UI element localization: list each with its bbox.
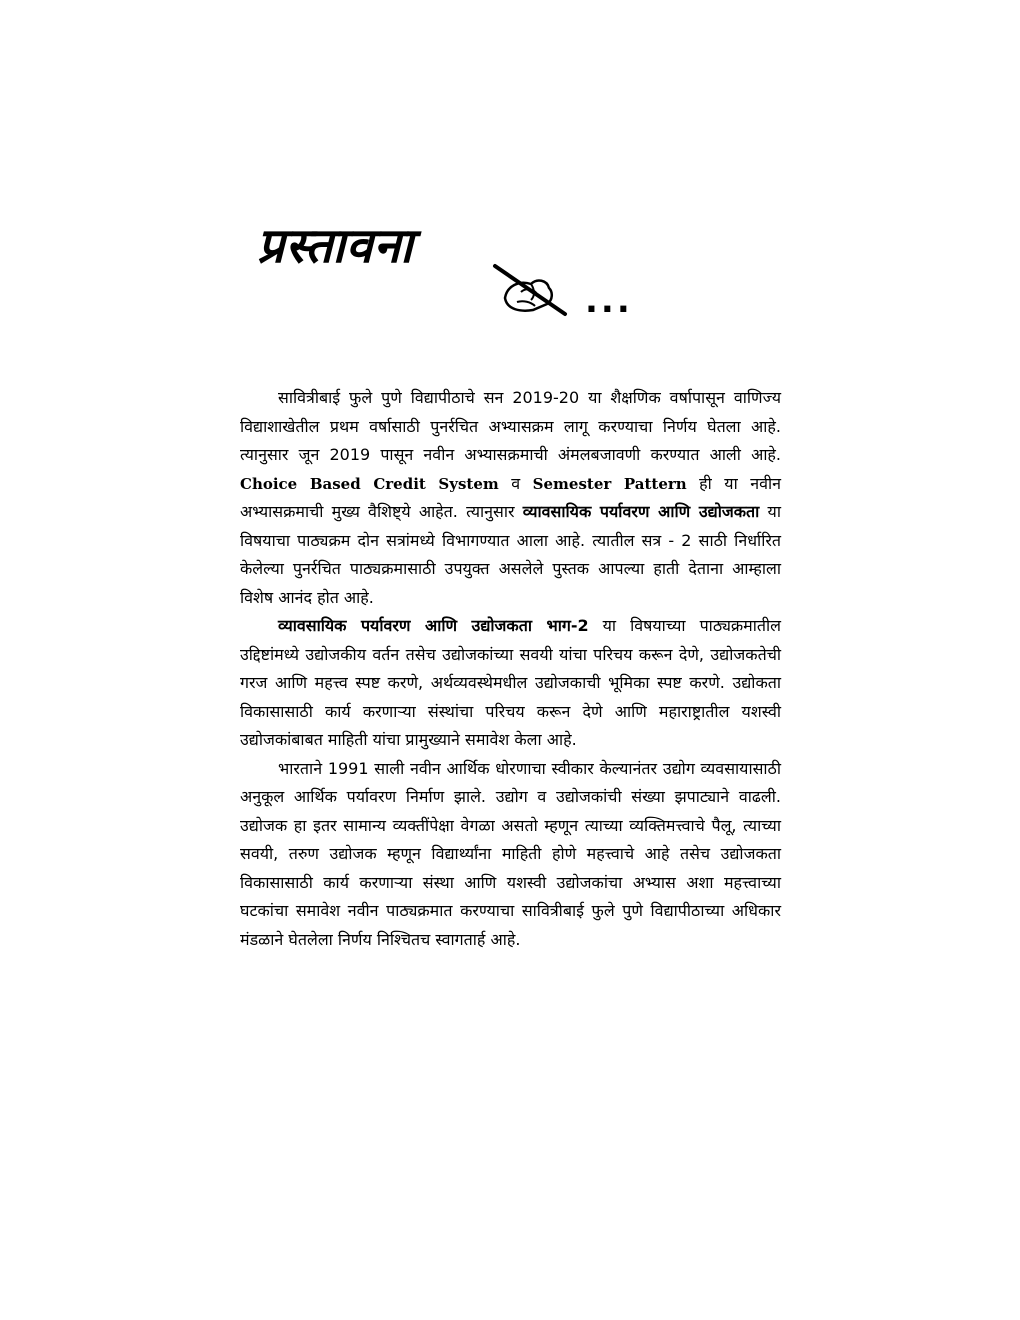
page-heading — [255, 216, 655, 326]
paragraph-1-subject-bold: व्यावसायिक पर्यावरण आणि उद्योजकता — [522, 502, 760, 521]
page-title: प्रस्तावना — [257, 218, 414, 274]
paragraph-2-text-1: या विषयाच्या पाठ्यक्रमातील उद्दिष्टांमध्ये उद्योजकीय वर्तन तसेच उद्योजकांच्या सवयी यांचा परिचय करून देणे, उद्योजकतेची गरज आणि महत्त्व स्पष्ट करणे, अर्थव्यवस्थेमधील उद्योजकाची भूमिका स्पष्ट करणे. उद्योकता विकासासाठी कार्य करणाऱ्या संस्थांचा परिचय करून देणे आणि महाराष्ट्रातील यशस्वी उद्योजकांबाबत माहिती यांचा प्रामुख्याने समावेश केला आहे. — [240, 616, 781, 749]
paragraph-1-latin-semester: Semester Pattern — [532, 474, 687, 493]
paragraph-1-text-2: व — [511, 473, 521, 493]
paragraph-2 — [240, 612, 781, 755]
paragraph-1-text-3: ही या नवीन अभ्यासक्रमाची मुख्य वैशिष्ट्ये आहेत. त्यानुसार — [240, 473, 781, 521]
paragraph-1-text-1: सावित्रीबाई फुले पुणे विद्यापीठाचे सन 2019-20 या शैक्षणिक वर्षापासून वाणिज्य विद्याशाखेतील प्रथम वर्षासाठी पुनर्रचित अभ्यासक्रम लागू करण्याचा निर्णय घेतला आहे. त्यानुसार जून 2019 पासून नवीन अभ्यासक्रमाची अंमलबजावणी करण्यात आली आहे. — [240, 388, 781, 464]
title-ellipsis: ... — [585, 281, 633, 321]
paragraph-1-text-4: या विषयाचा पाठ्यक्रम दोन सत्रांमध्ये विभागण्यात आला आहे. त्यातील सत्र - 2 साठी निर्धारित केलेल्या पुनर्रचित पाठ्यक्रमासाठी उपयुक्त असलेले पुस्तक आपल्या हाती देताना आम्हाला विशेष आनंद होत आहे. — [240, 502, 781, 607]
paragraph-1-latin-cbcs: Choice Based Credit System — [240, 474, 499, 493]
hand-writing-pen-icon — [491, 262, 583, 322]
preface-body — [240, 384, 781, 954]
paragraph-3-text-1: भारताने 1991 साली नवीन आर्थिक धोरणाचा स्वीकार केल्यानंतर उद्योग व्यवसायासाठी अनुकूल आर्थिक पर्यावरण निर्माण झाले. उद्योग व उद्योजकांची संख्या झपाट्याने वाढली. उद्योजक हा इतर सामान्य व्यक्तींपेक्षा वेगळा असतो म्हणून त्याच्या व्यक्तिमत्त्वाचे पैलू, त्याच्या सवयी, तरुण उद्योजक म्हणून विद्यार्थ्यांना माहिती होणे महत्त्वाचे आहे तसेच उद्योजकता विकासासाठी कार्य करणाऱ्या संस्था आणि यशस्वी उद्योजकांचा अभ्यास अशा महत्त्वाच्या घटकांचा समावेश नवीन पाठ्यक्रमात करण्याचा सावित्रीबाई फुले पुणे विद्यापीठाच्या अधिकार मंडळाने घेतलेला निर्णय निश्चितच स्वागतार्ह आहे. — [240, 758, 781, 949]
paragraph-2-subject-bold: व्यावसायिक पर्यावरण आणि उद्योजकता भाग-2 — [278, 616, 589, 635]
paragraph-3 — [240, 755, 781, 955]
paragraph-1 — [240, 384, 781, 612]
